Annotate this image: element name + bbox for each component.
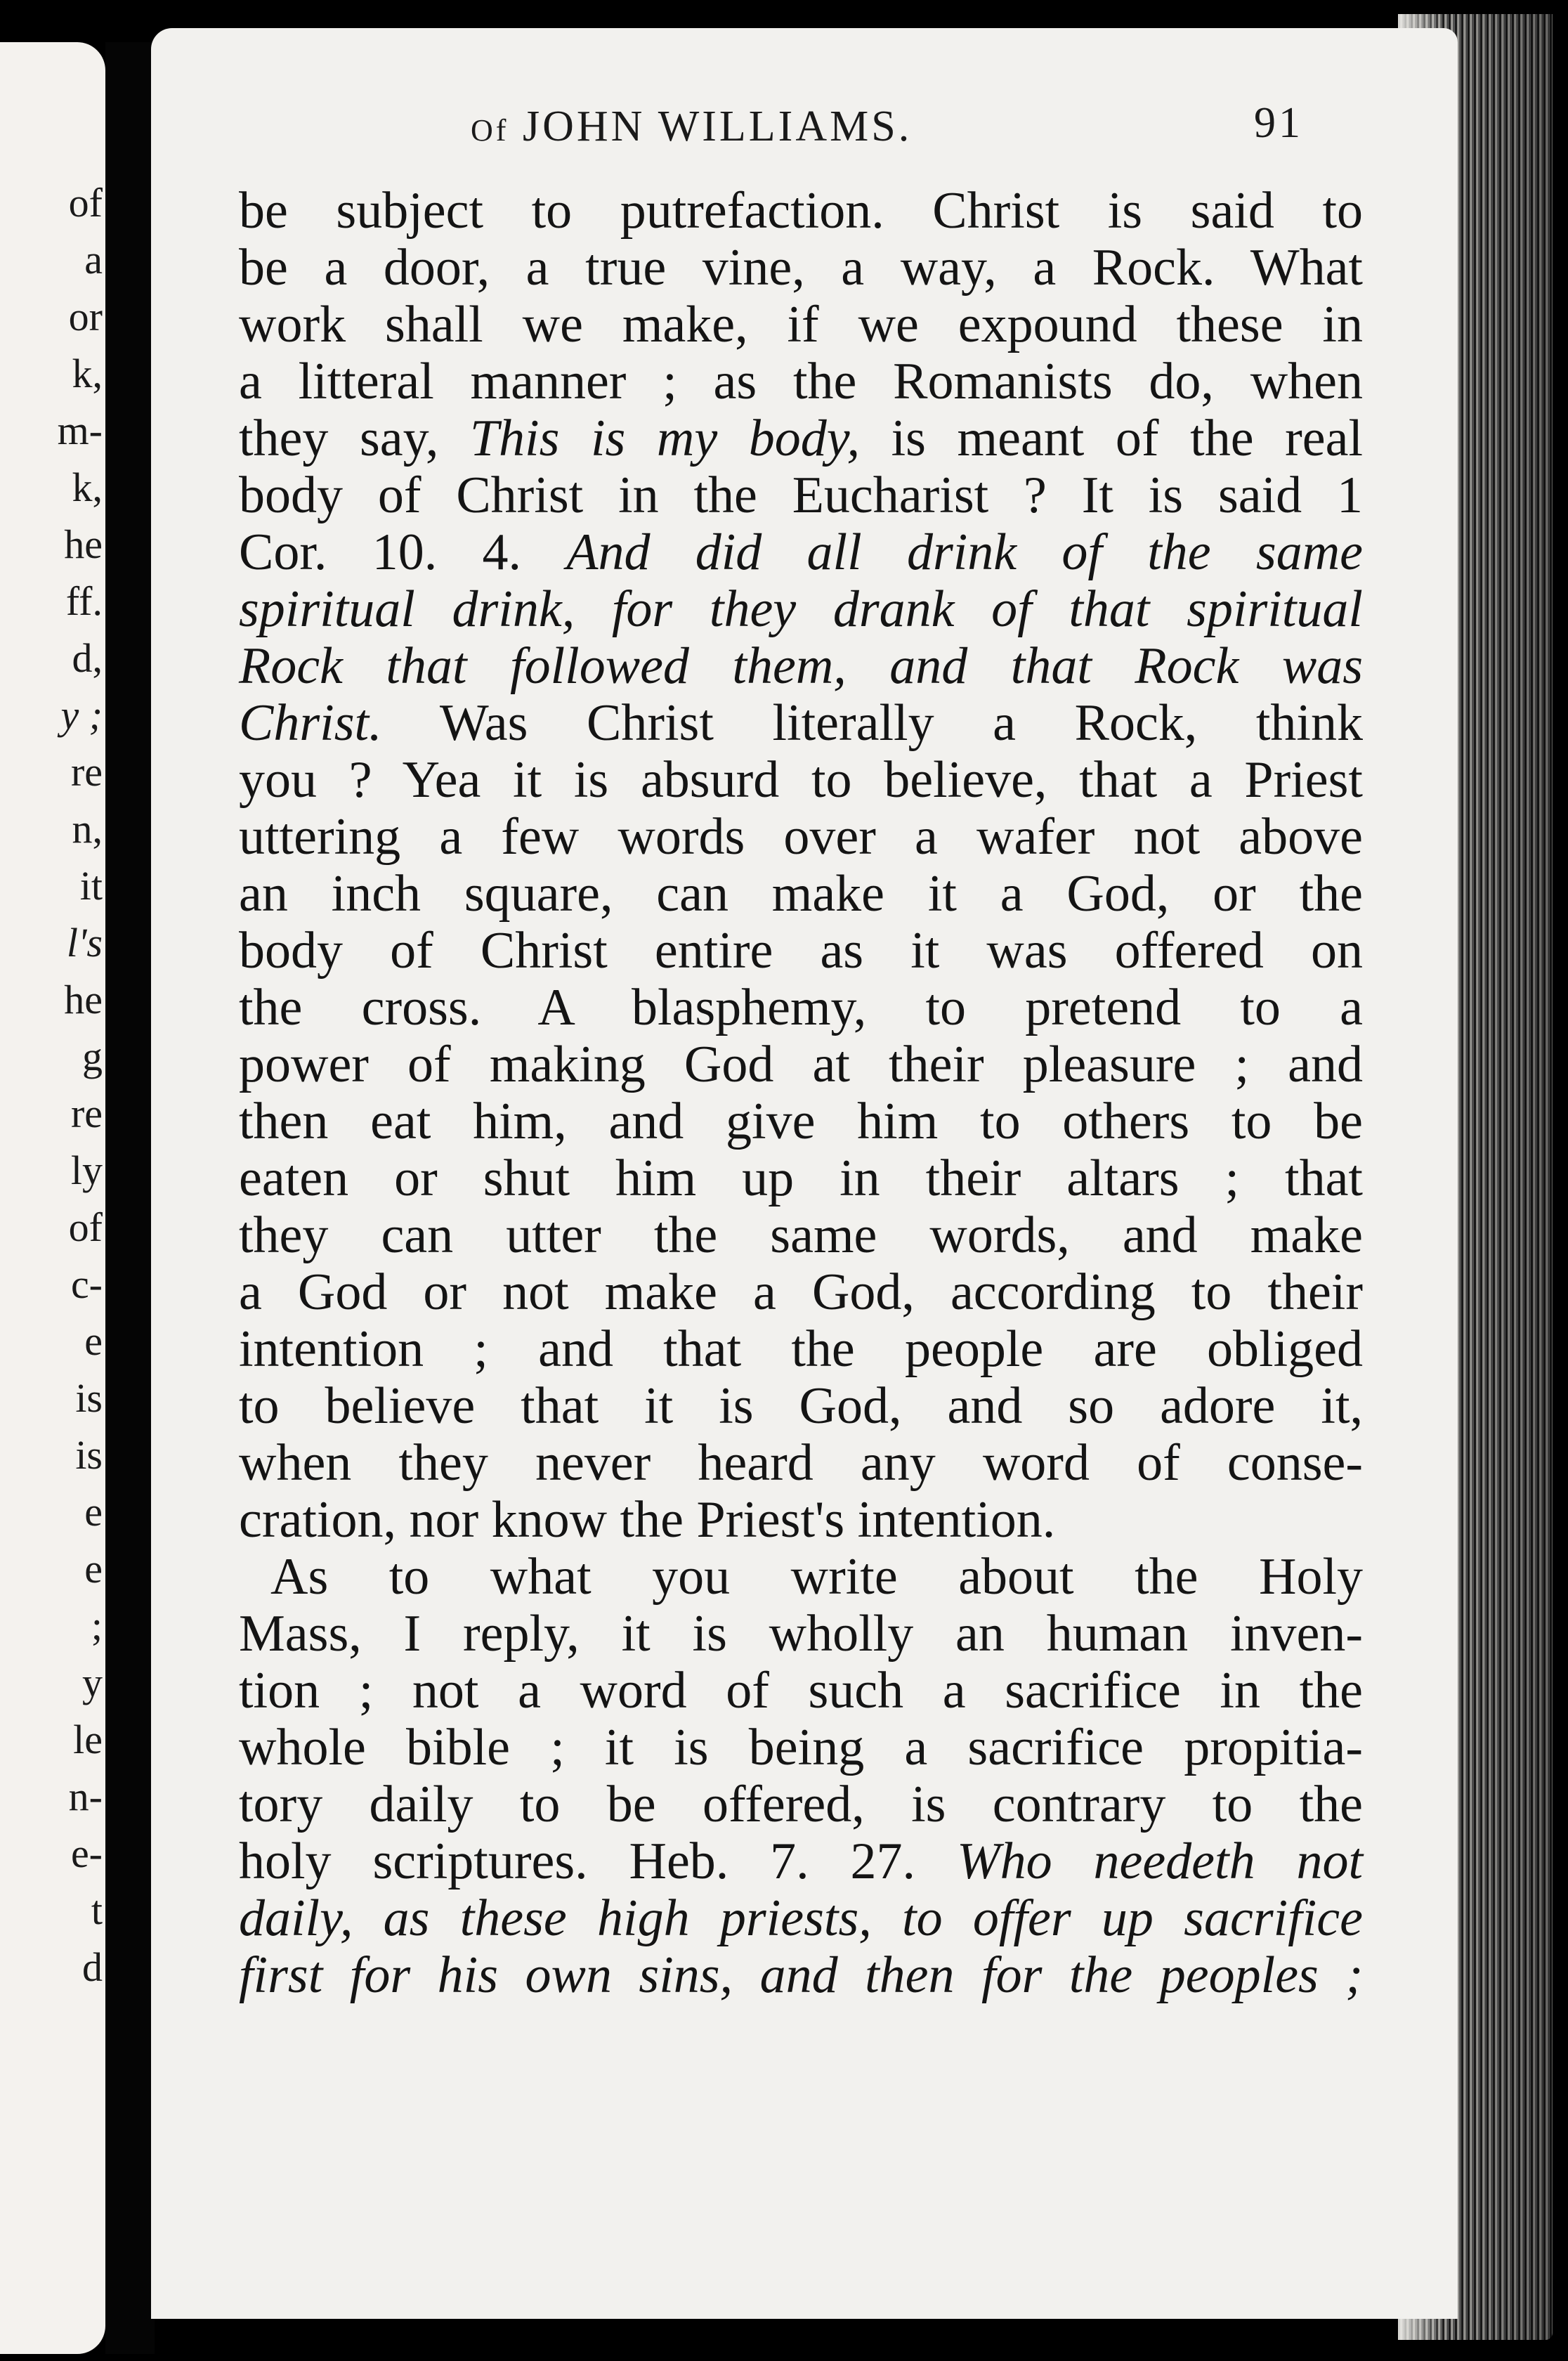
- scripture-reference: Cor. 10. 4.: [239, 523, 521, 581]
- left-page-fragment: le: [73, 1717, 103, 1762]
- text-line: tory daily to be offered, is contrary to the: [239, 1776, 1363, 1833]
- italic-quote: Who needeth not: [956, 1833, 1364, 1890]
- italic-quote: Rock that followed them, and that Rock was: [239, 637, 1363, 695]
- text-line: work shall we make, if we expound these in: [239, 296, 1363, 353]
- text-line: to believe that it is God, and so adore it,: [239, 1377, 1363, 1435]
- text-line: [239, 1947, 1363, 2004]
- left-page-fragment: ff.: [65, 578, 103, 624]
- text-segment: Was Christ literally a Rock, think: [439, 694, 1363, 752]
- text-line: [239, 638, 1363, 695]
- left-page-fragment: n,: [72, 806, 103, 852]
- left-page-fragment: n-: [68, 1774, 103, 1819]
- left-page-fragment: y ;: [60, 692, 103, 738]
- left-page-fragment: it: [79, 863, 103, 909]
- left-page-fragment: is: [75, 1375, 103, 1421]
- left-page-fragment: re: [70, 749, 103, 795]
- left-page-fragment: m-: [57, 408, 103, 453]
- text-line: they can utter the same words, and make: [239, 1206, 1363, 1264]
- text-line: [239, 1833, 1363, 1890]
- left-page-fragment: d,: [72, 635, 103, 681]
- page-number: 91: [1254, 99, 1303, 147]
- text-line: the cross. A blasphemy, to pretend to a: [239, 979, 1363, 1036]
- italic-quote: And did all drink of the same: [566, 523, 1364, 581]
- left-page-fragment: k,: [72, 464, 103, 510]
- left-page-fragment: he: [64, 521, 103, 567]
- text-line: whole bible ; it is being a sacrifice propitia-: [239, 1719, 1363, 1776]
- text-line: then eat him, and give him to others to be: [239, 1093, 1363, 1150]
- left-page-fragment: e: [84, 1489, 103, 1535]
- left-page-fragment: ly: [70, 1147, 103, 1193]
- italic-quote: first for his own sins, and then for the peoples ;: [239, 1946, 1363, 2004]
- left-page-fragment: c-: [70, 1261, 103, 1307]
- left-page-fragment: e-: [70, 1830, 103, 1876]
- left-page-fragment: he: [64, 977, 103, 1022]
- text-line: uttering a few words over a wafer not above: [239, 808, 1363, 866]
- left-page-fragment: e: [84, 1318, 103, 1364]
- left-page-fragment: a: [84, 237, 103, 282]
- text-line: [239, 581, 1363, 638]
- text-line: [239, 524, 1363, 581]
- previous-page-edge: [0, 42, 105, 2354]
- italic-quote: Christ.: [239, 694, 382, 752]
- left-page-fragment: k,: [72, 351, 103, 396]
- text-line: Mass, I reply, it is wholly an human inven-: [239, 1605, 1363, 1663]
- text-line: a God or not make a God, according to their: [239, 1263, 1363, 1321]
- text-line: be subject to putrefaction. Christ is said to: [239, 182, 1363, 240]
- paragraph-start-line: As to what you write about the Holy: [270, 1548, 1363, 1606]
- text-line: body of Christ entire as it was offered on: [239, 922, 1363, 980]
- running-title-text: JOHN WILLIAMS.: [522, 103, 913, 150]
- text-segment: they say,: [239, 410, 439, 467]
- left-page-fragment: or: [68, 294, 103, 339]
- body-text: [239, 183, 1363, 2004]
- running-title: [471, 102, 912, 152]
- text-line: be a door, a true vine, a way, a Rock. What: [239, 239, 1363, 297]
- text-line: an inch square, can make it a God, or the: [239, 865, 1363, 923]
- text-line: body of Christ in the Eucharist ? It is said 1: [239, 467, 1363, 524]
- text-line: intention ; and that the people are obliged: [239, 1320, 1363, 1378]
- text-line: power of making God at their pleasure ; and: [239, 1036, 1363, 1093]
- left-page-fragment: of: [68, 1204, 103, 1250]
- text-segment: is meant of the real: [891, 410, 1364, 467]
- left-page-fragment: y: [82, 1660, 103, 1705]
- text-line: when they never heard any word of conse-: [239, 1434, 1363, 1492]
- text-line: tion ; not a word of such a sacrifice in the: [239, 1662, 1363, 1719]
- page-header: [151, 70, 1458, 155]
- left-page-fragment: re: [70, 1091, 103, 1136]
- text-line: [239, 410, 1363, 467]
- book-gutter: [105, 42, 155, 2354]
- left-page-fragment: e: [84, 1546, 103, 1592]
- italic-quote: spiritual drink, for they drank of that spiritual: [239, 580, 1363, 638]
- left-page-fragment: of: [68, 180, 103, 226]
- text-line: cration, nor know the Priest's intention.: [239, 1491, 1056, 1549]
- left-page-fragment: t: [91, 1887, 103, 1933]
- text-line: you ? Yea it is absurd to believe, that a Priest: [239, 751, 1363, 809]
- running-title-prefix: Of: [471, 113, 509, 148]
- text-line: [239, 1890, 1363, 1947]
- text-line: eaten or shut him up in their altars ; that: [239, 1150, 1363, 1207]
- italic-quote: daily, as these high priests, to offer up sacrifice: [239, 1890, 1363, 1947]
- scripture-reference: holy scriptures. Heb. 7. 27.: [239, 1833, 916, 1890]
- left-page-fragment: g: [82, 1034, 103, 1079]
- left-page-fragment: is: [75, 1432, 103, 1478]
- left-page-fragment: ;: [91, 1603, 103, 1648]
- italic-quote: This is my body,: [469, 410, 861, 467]
- text-line: a litteral manner ; as the Romanists do, when: [239, 353, 1363, 410]
- left-page-fragment: l's: [66, 920, 103, 965]
- left-page-fragment: d: [82, 1944, 103, 1990]
- text-line: [239, 695, 1363, 752]
- book-page: [151, 28, 1458, 2319]
